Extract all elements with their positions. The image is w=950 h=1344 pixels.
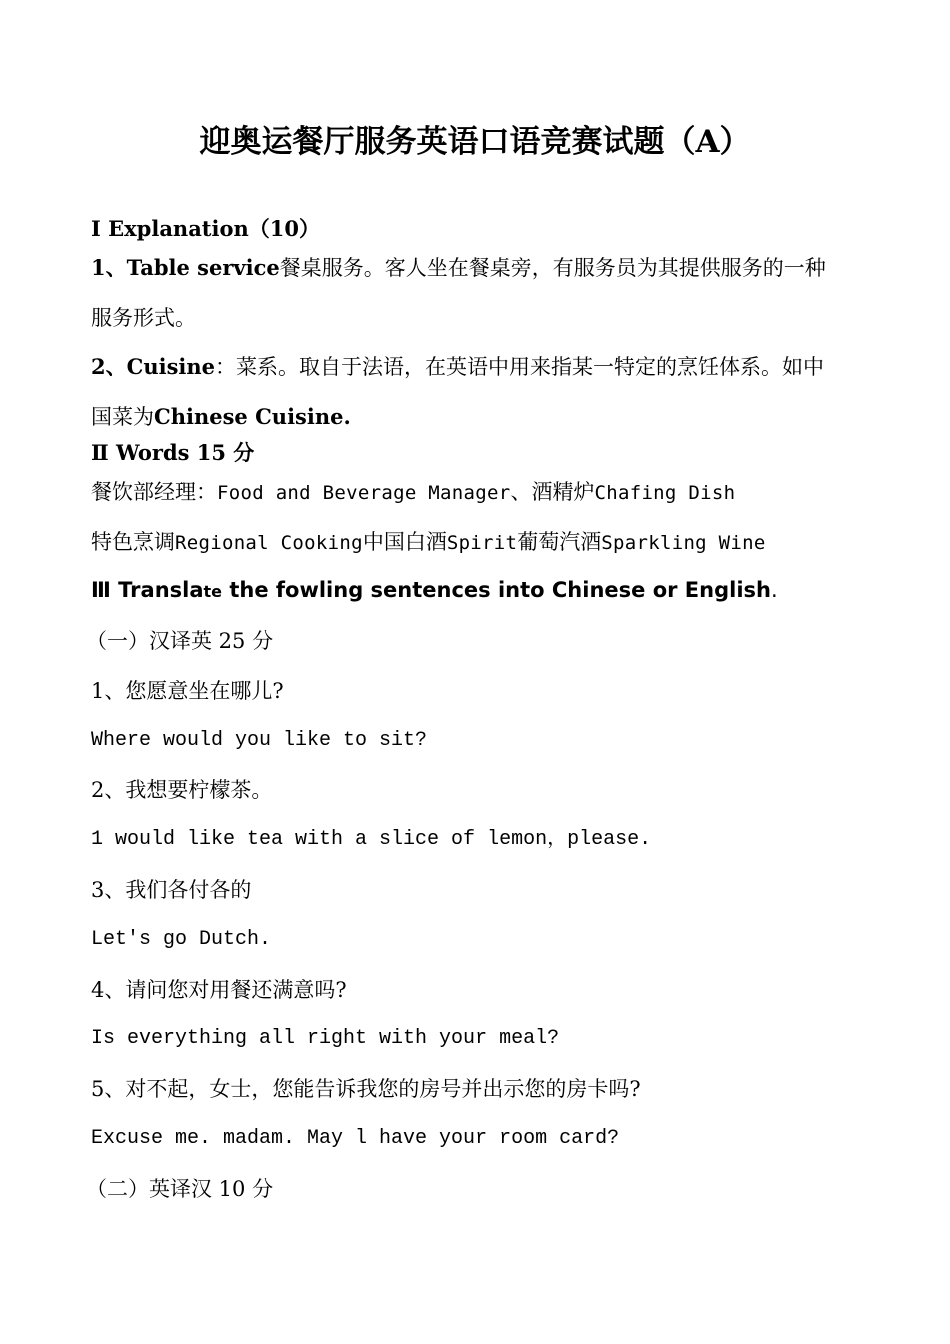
item-number: 2、 — [91, 354, 127, 379]
section-words-heading: Ⅱ Words 15 分 — [91, 440, 255, 465]
word-cn: 特色烹调 — [91, 530, 175, 554]
sentence-cn-5: 5、对不起，女士，您能告诉我您的房号并出示您的房卡吗? — [91, 1077, 641, 1101]
sentence-cn-4: 4、请问您对用餐还满意吗? — [91, 978, 347, 1002]
term-table-service: Table service — [126, 255, 280, 280]
word-cn: 餐饮部经理： — [91, 480, 217, 504]
page-title: 迎奥运餐厅服务英语口语竞赛试题（A） — [199, 124, 751, 160]
section-explanation-heading: I Explanation（10） — [91, 216, 320, 241]
word-separator: 、 — [510, 480, 532, 504]
word-en: Food and Beverage Manager — [217, 482, 511, 504]
sentence-en-1: Where would you like to sit? — [91, 729, 428, 752]
word-en: Chafing Dish — [594, 482, 736, 504]
word-cn: 酒精炉 — [531, 480, 595, 504]
term-separator: ： — [215, 355, 237, 379]
word-cn: 中国白酒 — [362, 530, 447, 554]
sentence-en-2: 1 would like tea with a slice of lemon，please. — [91, 828, 652, 851]
term-description: 餐桌服务。客人坐在餐桌旁，有服务员为其提供服务的一种 — [279, 256, 826, 280]
subsection-cn-to-en: （一）汉译英 25 分 — [86, 629, 274, 653]
sentence-cn-1: 1、您愿意坐在哪儿? — [91, 679, 284, 703]
word-en: Regional Cooking — [175, 532, 363, 554]
explanation-item-2-cont — [91, 403, 351, 431]
words-line-1 — [91, 478, 735, 507]
section-translate-heading — [91, 576, 778, 606]
explanation-item-1-cont: 服务形式。 — [91, 306, 196, 330]
heading-part: te — [203, 582, 223, 601]
word-en: Spirit — [446, 532, 518, 554]
word-cn: 葡萄汽酒 — [517, 530, 602, 554]
term-description: 菜系。取自于法语，在英语中用来指某一特定的烹饪体系。如中 — [236, 355, 825, 379]
words-line-2 — [91, 528, 766, 557]
term-cuisine: Cuisine — [126, 354, 216, 379]
sentence-cn-3: 3、我们各付各的 — [91, 878, 252, 902]
sentence-en-5: Excuse me. madam. May l have your room card? — [91, 1127, 620, 1150]
term-description-cn: 国菜为 — [91, 405, 154, 429]
explanation-item-2 — [91, 353, 824, 381]
term-description-en: Chinese Cuisine. — [154, 404, 351, 429]
explanation-item-1 — [91, 254, 826, 282]
sentence-cn-2: 2、我想要柠檬茶。 — [91, 778, 273, 802]
heading-part: Ⅲ Transla — [91, 578, 204, 602]
sentence-en-4: Is everything all right with your meal? — [91, 1027, 560, 1050]
item-number: 1、 — [91, 255, 127, 280]
subsection-en-to-cn: （二）英译汉 10 分 — [86, 1177, 274, 1201]
heading-part: . — [770, 578, 778, 602]
sentence-en-3: Let's go Dutch. — [91, 928, 272, 951]
heading-part: the fowling sentences into Chinese or English — [222, 578, 771, 602]
word-en: Sparkling Wine — [601, 532, 766, 554]
